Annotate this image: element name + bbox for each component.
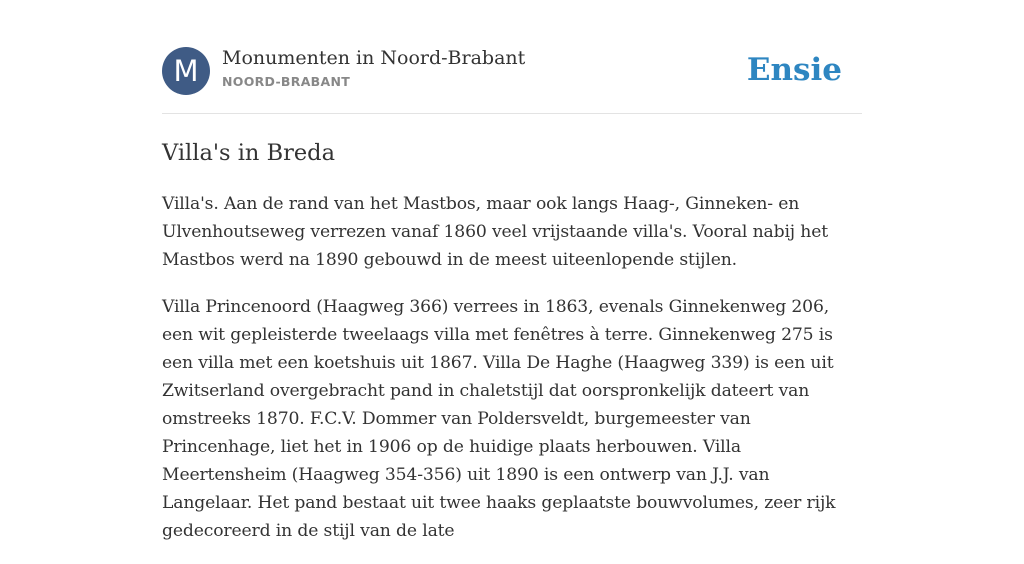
site-header xyxy=(162,46,862,96)
site-subtitle-link[interactable]: NOORD-BRABANT xyxy=(222,74,351,89)
article-body xyxy=(162,190,864,564)
article-paragraph: Villa Princenoord (Haagweg 366) verrees in 1863, evenals Ginnekenweg 206, een wit gepleisterde tweelaags villa met fenêtres à terre. Ginnekenweg 275 is een villa met een koetshuis uit 1867. Villa De Haghe (Haagweg 339) is een uit Zwitserland overgebracht pand in chaletstijl dat oorspronkelijk dateert van omstreeks 1870. F.C.V. Dommer van Poldersveldt, burgemeester van Princenhage, liet het in 1906 op de huidige plaats herbouwen. Villa Meertensheim (Haagweg 354-356) uit 1890 is een ontwerp van J.J. van Langelaar. Het pand bestaat uit twee haaks geplaatste bouwvolumes, zeer rijk gedecoreerd in de stijl van de late xyxy=(162,297,836,541)
site-name-link[interactable]: Monumenten in Noord-Brabant xyxy=(222,47,526,69)
ensie-logo[interactable]: Ensie xyxy=(746,52,842,88)
avatar[interactable]: M xyxy=(162,47,210,95)
article-paragraph: Villa's. Aan de rand van het Mastbos, maar ook langs Haag-, Ginneken- en Ulvenhoutseweg verrezen vanaf 1860 veel vrijstaande villa's. Vooral nabij het Mastbos werd na 1890 gebouwd in de meest uiteenlopende stijlen. xyxy=(162,194,828,270)
page-title: Villa's in Breda xyxy=(162,140,336,166)
header-divider xyxy=(162,113,862,114)
